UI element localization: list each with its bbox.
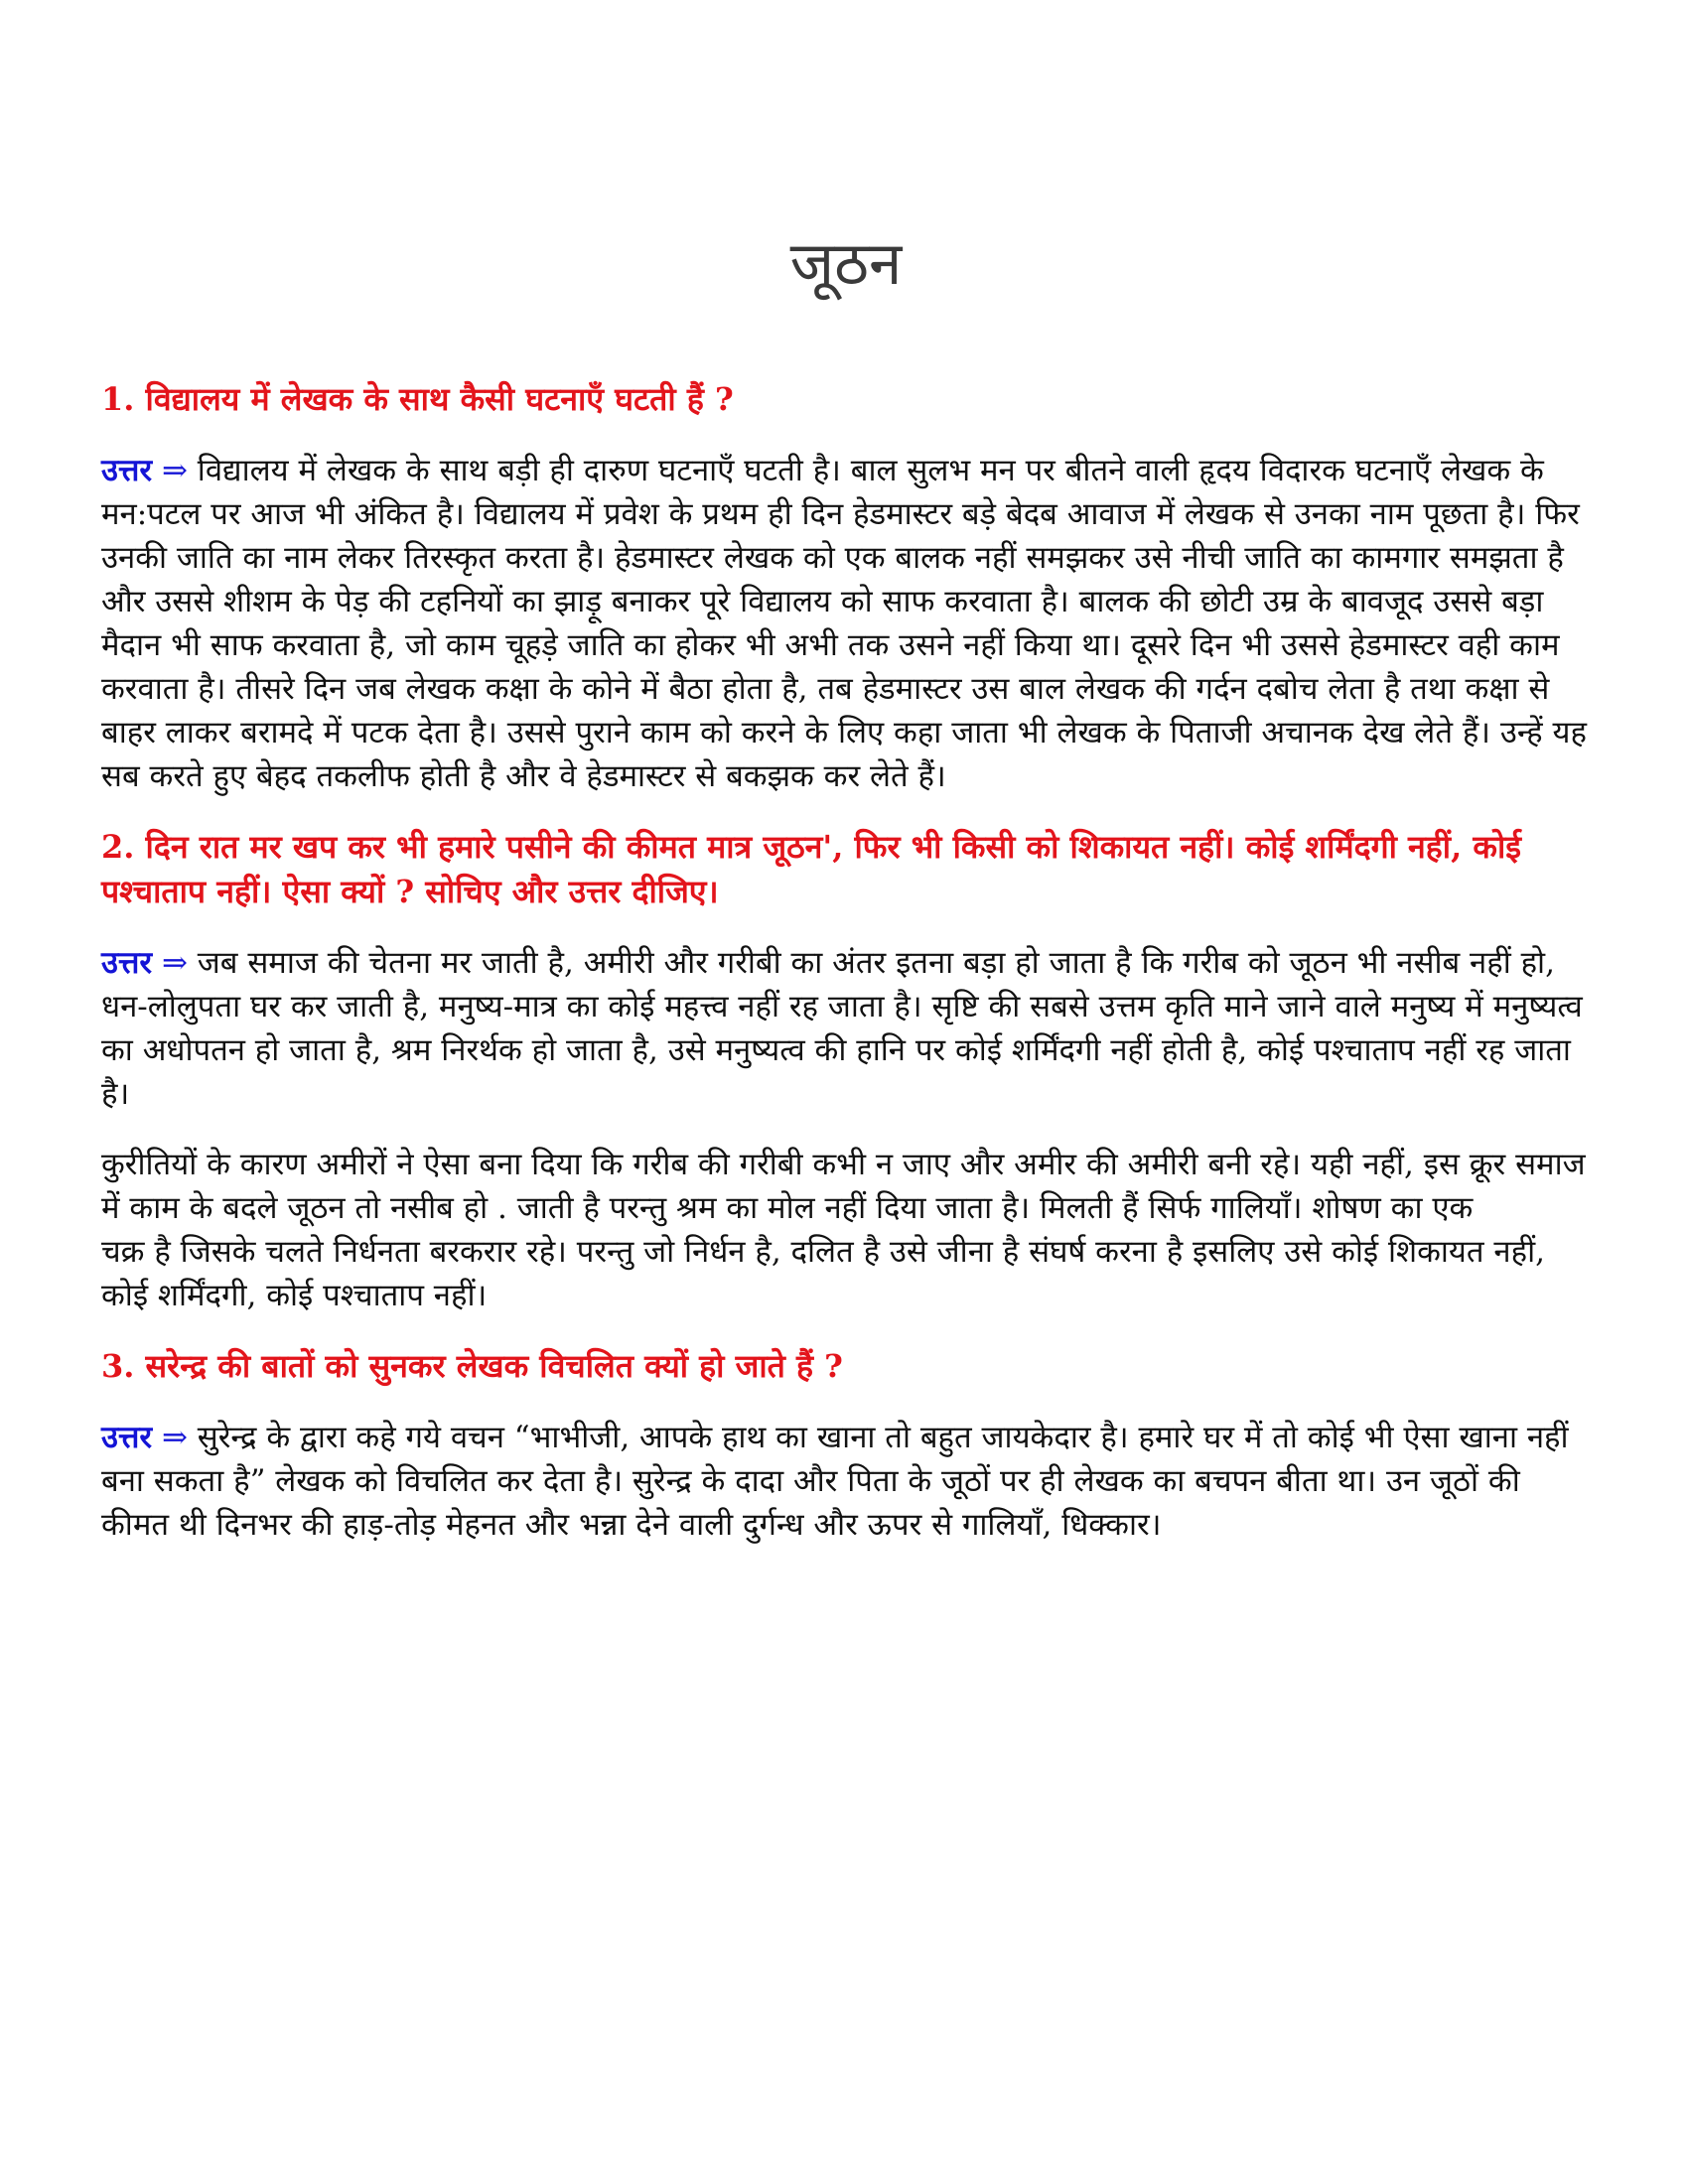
answer-3-text: सुरेन्द्र के द्वारा कहे गये वचन “भाभीजी, आपके हाथ का खाना तो बहुत जायकेदार है। हमारे घर में तो कोई भी ऐसा खाना नहीं बना सकता है” लेखक को विचलित कर देता है। सुरेन्द्र के दादा और पिता के जूठों पर ही लेखक का बचपन बीता था। उन जूठों की कीमत थी दिनभर की हाड़-तोड़ मेहनत और भन्ना देने वाली दुर्गन्ध और ऊपर से गालियाँ, धिक्कार। (101, 1420, 1569, 1543)
answer-label: उत्तर (101, 1420, 153, 1455)
document-page (101, 228, 1591, 1573)
question-3: 3. सरेन्द्र की बातों को सुनकर लेखक विचलित क्यों हो जाते हैं ? (101, 1347, 843, 1385)
answer-2-paragraph-part-1: कुरीतियों के कारण अमीरों ने ऐसा बना दिया कि गरीब की गरीबी कभी न जाए और अमीर की अमीरी बनी रहे। यही नहीं, इस क्रूर समाज में काम के बदले जूठन तो नसीब हो . जाती है परन्तु श्रम का मोल नहीं दिया जाता है। मिलती हैं सिर्फ गालियाँ। शोषण का एक (101, 1147, 1586, 1226)
answer-2 (101, 941, 1591, 1116)
answer-label: उत्तर (101, 945, 153, 981)
question-2: 2. दिन रात मर खप कर भी हमारे पसीने की कीमत मात्र जूठन', फिर भी किसी को शिकायत नहीं। कोई शर्मिंदगी नहीं, कोई पश्चाताप नहीं। ऐसा क्यों ? सोचिए और उत्तर दीजिए। (101, 828, 1521, 910)
answer-3 (101, 1416, 1591, 1547)
question-1: 1. विद्यालय में लेखक के साथ कैसी घटनाएँ घटती हैं ? (101, 380, 734, 418)
arrow-icon: ⇒ (161, 1420, 188, 1455)
answer-2-paragraph-part-2: चक्र है जिसके चलते निर्धनता बरकरार रहे। परन्तु जो निर्धन है, दलित है उसे जीना है संघर्ष करना है इसलिए उसे कोई शिकायत नहीं, कोई शर्मिंदगी, कोई पश्चाताप नहीं। (101, 1234, 1545, 1313)
answer-label: उत्तर (101, 453, 153, 488)
answer-2-paragraph (101, 1143, 1591, 1317)
arrow-icon: ⇒ (161, 453, 188, 488)
answer-1 (101, 449, 1591, 798)
answer-1-text: विद्यालय में लेखक के साथ बड़ी ही दारुण घटनाएँ घटती है। बाल सुलभ मन पर बीतने वाली हृदय विदारक घटनाएँ लेखक के मन:पटल पर आज भी अंकित है। विद्यालय में प्रवेश के प्रथम ही दिन हेडमास्टर बड़े बेदब आवाज में लेखक से उनका नाम पूछता है। फिर उनकी जाति का नाम लेकर तिरस्कृत करता है। हेडमास्टर लेखक को एक बालक नहीं समझकर उसे नीची जाति का कामगार समझता है और उससे शीशम के पेड़ की टहनियों का झाड़ू बनाकर पूरे विद्यालय को साफ करवाता है। बालक की छोटी उम्र के बावजूद उससे बड़ा मैदान भी साफ करवाता है, जो काम चूहड़े जाति का होकर भी अभी तक उसने नहीं किया था। दूसरे दिन भी उससे हेडमास्टर वही काम करवाता है। तीसरे दिन जब लेखक कक्षा के कोने में बैठा होता है, तब हेडमास्टर उस बाल लेखक की गर्दन दबोच लेता है तथा कक्षा से बाहर लाकर बरामदे में पटक देता है। उससे पुराने काम को करने के लिए कहा जाता भी लेखक के पिताजी अचानक देख लेते हैं। उन्हें यह सब करते हुए बेहद तकलीफ होती है और वे हेडमास्टर से बकझक कर लेते हैं। (101, 453, 1587, 794)
document-title: जूठन (789, 229, 903, 299)
arrow-icon: ⇒ (161, 945, 188, 981)
answer-2-text: जब समाज की चेतना मर जाती है, अमीरी और गरीबी का अंतर इतना बड़ा हो जाता है कि गरीब को जूठन भी नसीब नहीं हो, धन-लोलुपता घर कर जाती है, मनुष्य-मात्र का कोई महत्त्व नहीं रह जाता है। सृष्टि की सबसे उत्तम कृति माने जाने वाले मनुष्य में मनुष्यत्व का अधोपतन हो जाता है, श्रम निरर्थक हो जाता है, उसे मनुष्यत्व की हानि पर कोई शर्मिंदगी नहीं होती है, कोई पश्चाताप नहीं रह जाता है। (101, 945, 1583, 1112)
